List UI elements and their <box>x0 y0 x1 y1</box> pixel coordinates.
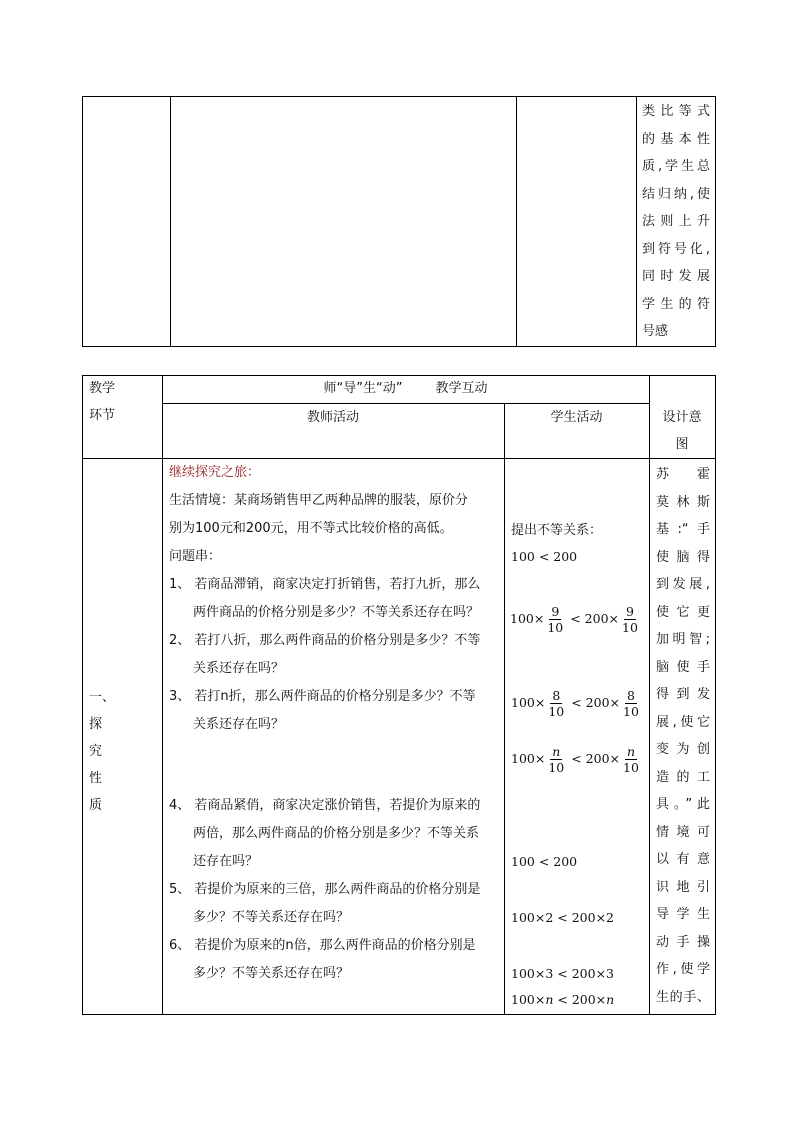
text-line: 法则上升 <box>642 214 710 229</box>
text-line: 学生的符 <box>642 296 710 312</box>
section-char: 性 <box>89 771 103 786</box>
inequality-8 <box>511 991 614 1009</box>
header-group-title: 师“导”生“动” 教学互动 <box>323 381 488 396</box>
text-line: 具。”此 <box>656 797 710 812</box>
inequality-term: 100× <box>511 695 546 710</box>
table-bottom-border <box>82 1014 716 1015</box>
inequality-7: 100×3 < 200×3 <box>511 966 614 981</box>
fraction <box>621 744 641 775</box>
text-line: 号感 <box>642 324 669 339</box>
text-line: 苏 霍 <box>656 467 710 482</box>
fraction <box>546 744 566 775</box>
numerator: 8 <box>626 688 635 703</box>
context-text: 生活情境：某商场销售甲乙两种品牌的服装，原价分 <box>169 493 469 508</box>
text-line: 动手操 <box>656 934 710 950</box>
teacher-heading: 继续探究之旅： <box>169 465 261 480</box>
inequality-4 <box>511 744 642 775</box>
inequality-2 <box>510 604 641 635</box>
fraction <box>621 688 641 719</box>
text-line: 莫林斯 <box>656 494 710 510</box>
header-design-intent-2: 图 <box>675 437 689 452</box>
text-line: 基:“手 <box>656 522 710 537</box>
header-stage-label: 教学 <box>89 381 116 396</box>
inequality-1: 100 < 200 <box>511 549 578 564</box>
section-char: 质 <box>89 798 103 813</box>
denominator: 10 <box>623 704 639 719</box>
text-line: 变为创 <box>656 742 710 757</box>
text-line: 展,使它 <box>656 714 710 730</box>
top-table-divider-3 <box>636 96 637 347</box>
variable-n: n <box>545 992 554 1007</box>
text-line: 导学生 <box>656 907 710 922</box>
text-line: 造的工 <box>656 769 710 785</box>
fraction <box>546 688 566 719</box>
question-2: 2、 若打八折，那么两件商品的价格分别是多少？不等 <box>169 633 481 648</box>
section-char: 究 <box>89 744 103 759</box>
table-left-border <box>82 375 83 1015</box>
question-4: 4、 若商品紧俏，商家决定涨价销售，若提价为原来的 <box>169 798 481 813</box>
inequality-3 <box>511 688 642 719</box>
student-intro: 提出不等关系： <box>511 523 603 538</box>
header-teacher-activity: 教师活动 <box>306 410 359 425</box>
question-6-cont: 多少？不等关系还存在吗？ <box>193 966 350 981</box>
text-line: 情境可 <box>656 824 710 840</box>
inequality-term: 100× <box>511 751 546 766</box>
text-line: 以有意 <box>656 852 710 867</box>
top-table-left-border <box>82 96 83 347</box>
inequality-term: < 200× <box>566 611 620 626</box>
fraction <box>620 604 640 635</box>
context-text: 别为100元和200元，用不等式比较价格的高低。 <box>169 521 453 536</box>
header-design-intent: 设计意 <box>662 410 702 425</box>
inequality-term: < 200× <box>553 992 607 1007</box>
denominator: 10 <box>548 760 565 775</box>
text-line: 结归纳,使 <box>642 186 710 202</box>
variable-n: n <box>606 992 615 1007</box>
col-divider-2 <box>504 403 505 1015</box>
question-3: 3、 若打n折，那么两件商品的价格分别是多少？不等 <box>169 689 476 704</box>
text-line: 同时发展 <box>642 269 710 284</box>
question-5: 5、 若提价为原来的三倍，那么两件商品的价格分别是 <box>169 882 481 897</box>
question-3-cont: 关系还存在吗？ <box>193 717 285 732</box>
text-line: 类比等式 <box>642 104 710 119</box>
header-student-activity: 学生活动 <box>550 410 603 425</box>
top-table-top-border <box>82 96 716 97</box>
text-line: 得到发 <box>656 687 710 702</box>
inequality-term: 100× <box>510 611 545 626</box>
text-line: 识地引 <box>656 879 710 895</box>
denominator: 10 <box>622 620 638 635</box>
question-6: 6、 若提价为原来的n倍，那么两件商品的价格分别是 <box>169 938 476 953</box>
text-line: 使脑得 <box>656 549 710 565</box>
denominator: 10 <box>547 620 564 635</box>
numerator: n <box>626 744 635 759</box>
question-4-cont: 两倍，那么两件商品的价格分别是多少？不等关系 <box>193 826 480 841</box>
question-5-cont: 多少？不等关系还存在吗？ <box>193 910 350 925</box>
col-divider-3 <box>649 375 650 1015</box>
text-line: 生的手、 <box>656 989 710 1005</box>
top-table-bottom-border <box>82 346 716 347</box>
question-2-cont: 关系还存在吗？ <box>193 661 285 676</box>
inequality-term: < 200× <box>567 751 621 766</box>
inequality-5: 100 < 200 <box>511 854 578 869</box>
section-number: 一、 <box>89 690 116 705</box>
text-line: 作,使学 <box>656 962 710 977</box>
question-4-cont: 还存在吗？ <box>193 854 259 869</box>
inequality-term: < 200× <box>567 695 621 710</box>
top-table-divider-2 <box>516 96 517 347</box>
text-line: 的基本性 <box>642 131 710 147</box>
text-line: 脑使手 <box>656 659 710 675</box>
denominator: 10 <box>623 760 639 775</box>
text-line: 质,学生总 <box>642 159 710 174</box>
questions-label: 问题串： <box>169 549 222 564</box>
numerator: 9 <box>625 604 634 619</box>
header-group-divider <box>162 403 649 404</box>
inequality-term: 100× <box>511 992 546 1007</box>
header-stage-label-2: 环节 <box>89 408 116 423</box>
numerator: n <box>552 744 561 759</box>
inequality-6: 100×2 < 200×2 <box>511 910 614 925</box>
table-top-border <box>82 375 716 376</box>
section-char: 探 <box>89 717 103 732</box>
col-divider-1 <box>162 375 163 1015</box>
question-1: 1、 若商品滞销，商家决定打折销售，若打九折，那么 <box>169 577 481 592</box>
numerator: 9 <box>551 604 560 619</box>
text-line: 使它更 <box>656 604 710 620</box>
top-table-divider-1 <box>170 96 171 347</box>
header-bottom-border <box>82 458 716 459</box>
top-table-right-border <box>715 96 716 347</box>
question-1-cont: 两件商品的价格分别是多少？不等关系还存在吗？ <box>193 605 480 620</box>
fraction <box>545 604 565 635</box>
text-line: 加明智; <box>656 632 710 647</box>
text-line: 到符号化, <box>642 241 710 257</box>
numerator: 8 <box>552 688 561 703</box>
table-right-border <box>715 375 716 1015</box>
denominator: 10 <box>548 704 565 719</box>
text-line: 到发展, <box>656 577 710 592</box>
